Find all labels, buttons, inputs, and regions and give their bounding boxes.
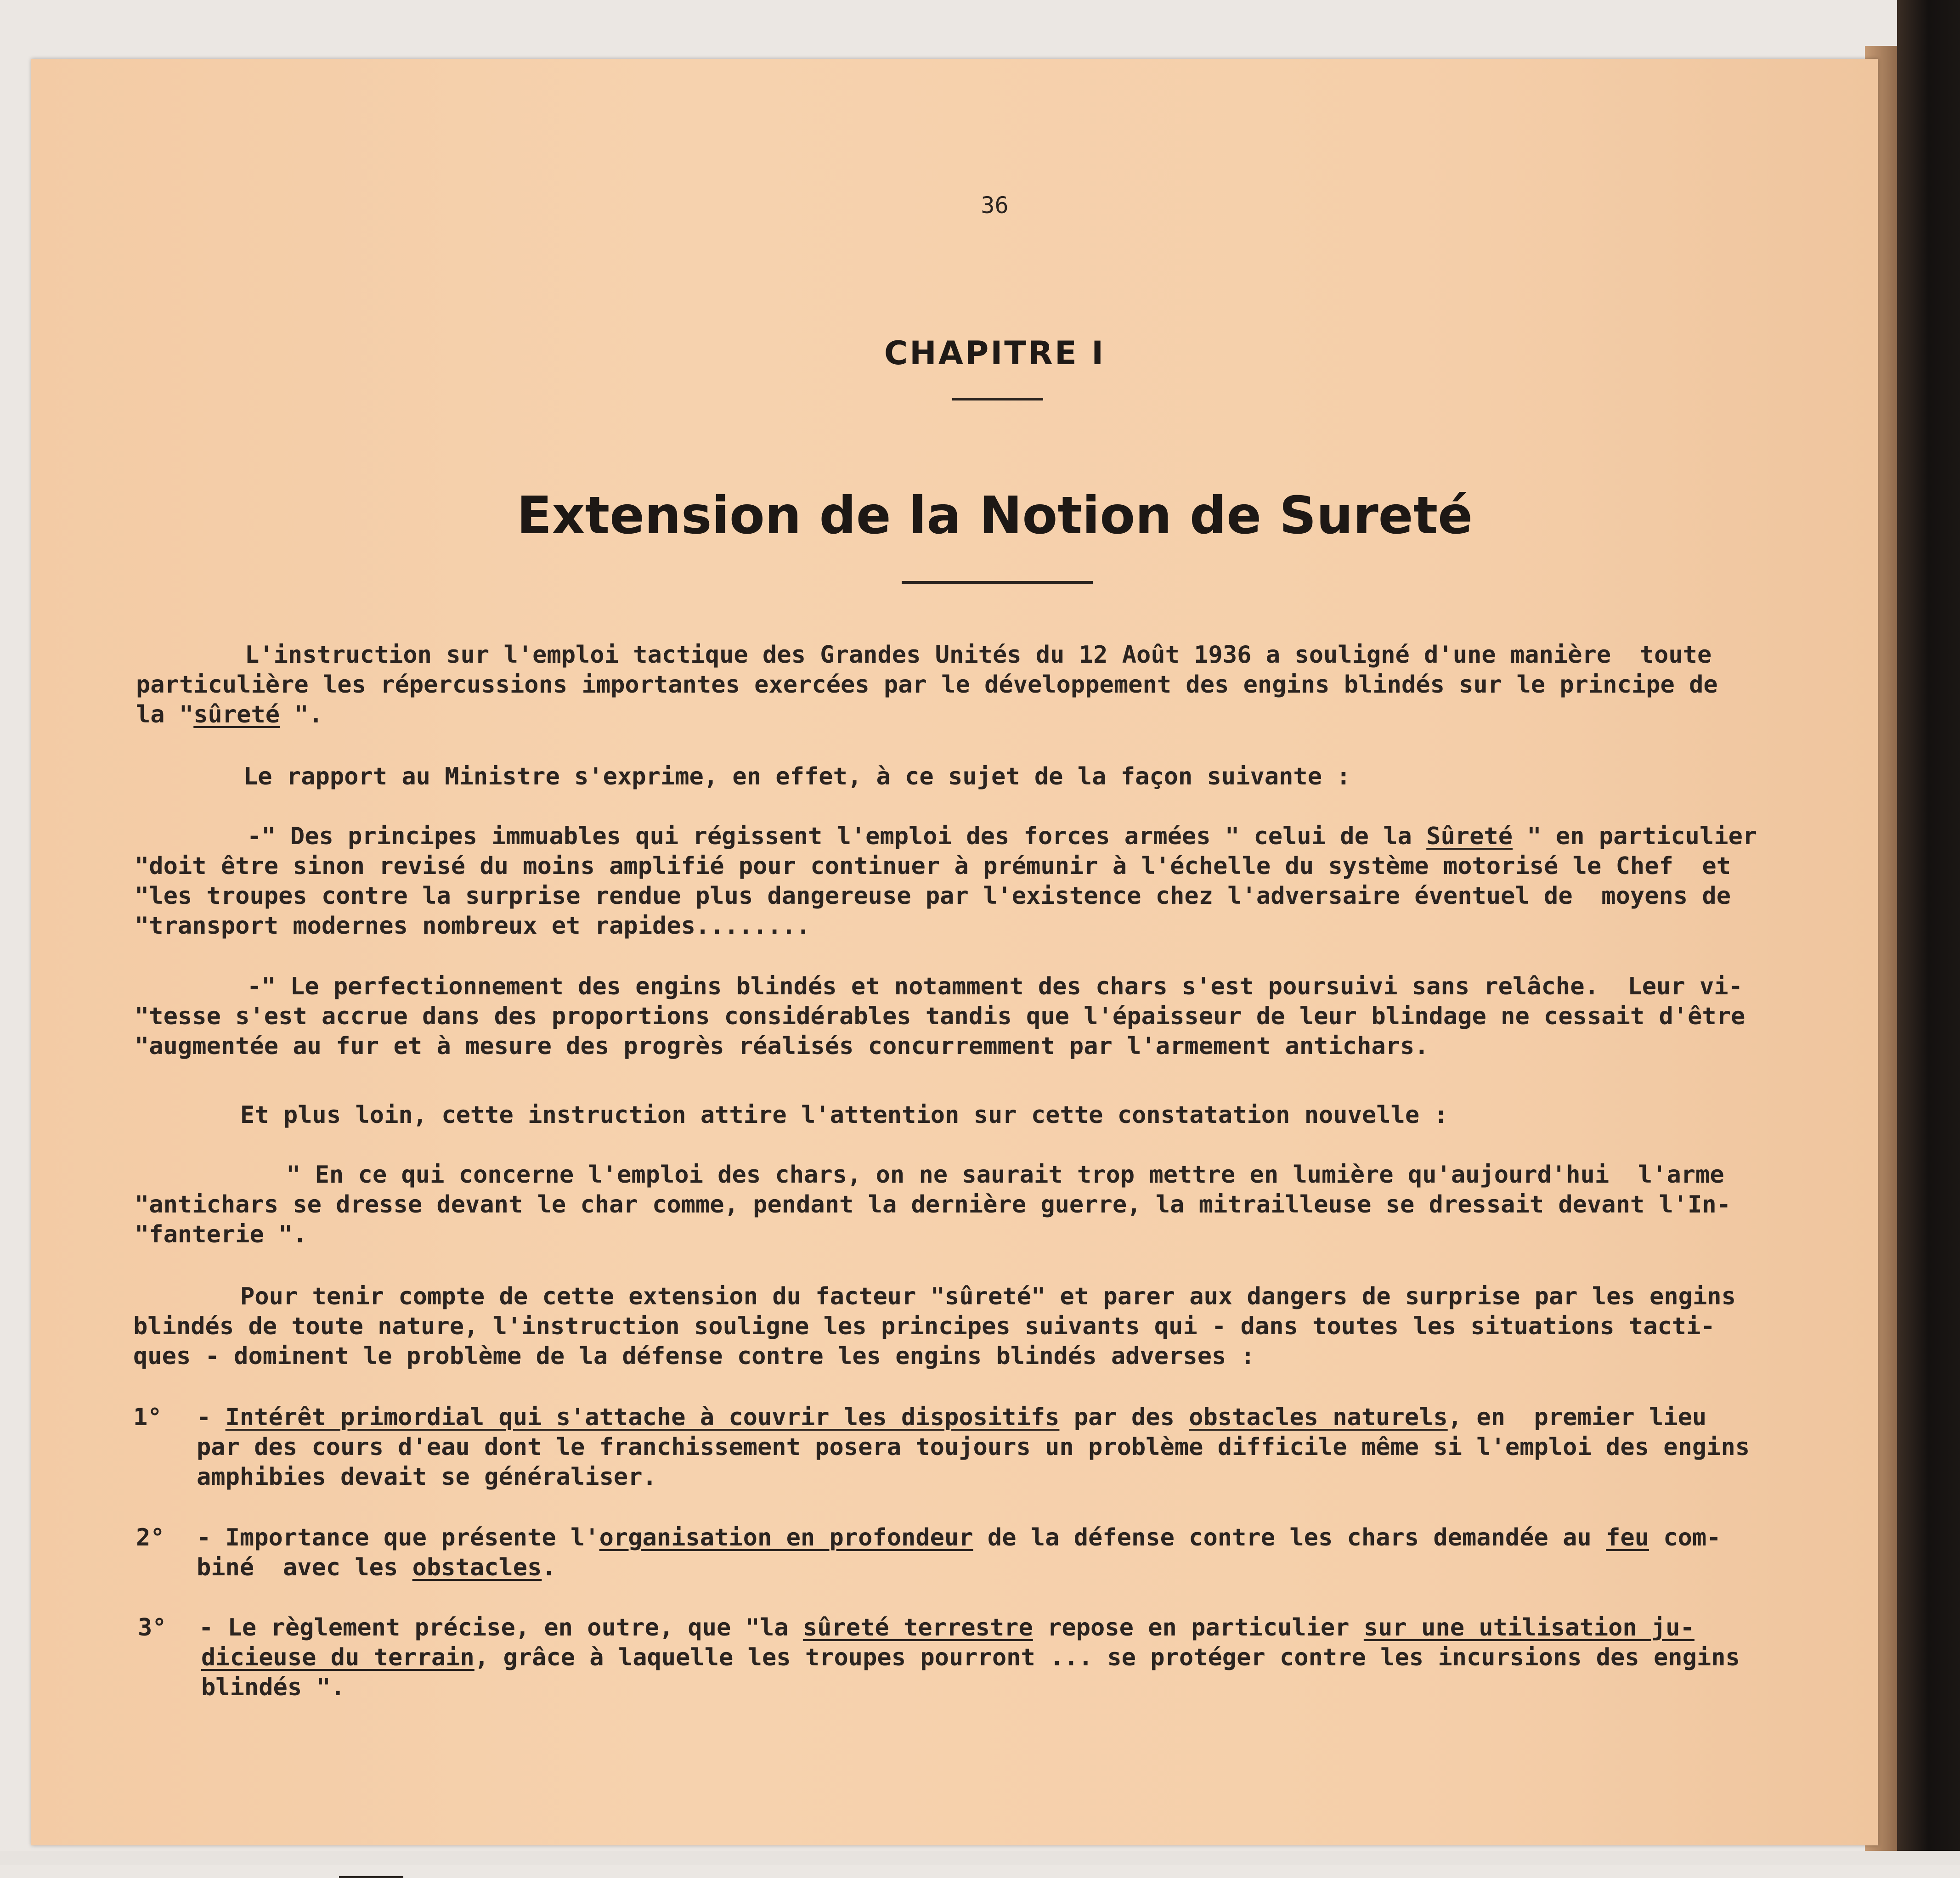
chapter-rule bbox=[952, 398, 1043, 400]
item-3-line-3: blindés ". bbox=[201, 1674, 345, 1701]
title-rule bbox=[902, 581, 1093, 584]
q3-line-3: "fanterie ". bbox=[135, 1221, 307, 1248]
bottom-margin bbox=[0, 1851, 1960, 1865]
p4-line-3: ques - dominent le problème de la défense contre les engins blindés adverses : bbox=[133, 1342, 1255, 1370]
item-2-line-2: biné avec les obstacles. bbox=[197, 1554, 556, 1581]
item-3-line-2: dicieuse du terrain, grâce à laquelle les troupes pourront ... se protéger contre les incursions des engins bbox=[201, 1644, 1740, 1671]
page-number: 36 bbox=[981, 192, 1009, 219]
p3-line: Et plus loin, cette instruction attire l'attention sur cette constatation nouvelle : bbox=[240, 1101, 1448, 1129]
q1-line-2: "doit être sinon revisé du moins amplifié pour continuer à prémunir à l'échelle du système motorisé le Chef et bbox=[135, 852, 1731, 880]
q2-line-3: "augmentée au fur et à mesure des progrès réalisés concurremment par l'armement antichars. bbox=[135, 1032, 1429, 1060]
p1-line-3: la "sûreté ". bbox=[136, 701, 323, 728]
document-page bbox=[31, 59, 1878, 1845]
q1-line-4: "transport modernes nombreux et rapides........ bbox=[135, 912, 811, 940]
footnote-rule bbox=[339, 1876, 403, 1878]
item-2-line-1: - Importance que présente l'organisation en profondeur de la défense contre les chars demandée au feu com- bbox=[197, 1524, 1721, 1551]
item-3-line-1: - Le règlement précise, en outre, que "la sûreté terrestre repose en particulier sur une utilisation ju- bbox=[199, 1614, 1695, 1641]
q3-line-1: " En ce qui concerne l'emploi des chars, on ne saurait trop mettre en lumière qu'aujourd'hui l'arme bbox=[286, 1161, 1724, 1189]
q1-line-1: -" Des principes immuables qui régissent l'emploi des forces armées " celui de la Sûreté " en particulier bbox=[247, 823, 1757, 850]
item-1-line-3: amphibies devait se généraliser. bbox=[197, 1463, 657, 1491]
chapter-heading: CHAPITRE I bbox=[884, 334, 1106, 372]
item-2-marker: 2° bbox=[136, 1524, 165, 1551]
q1-line-3: "les troupes contre la surprise rendue plus dangereuse par l'existence chez l'adversaire éventuel de moyens de bbox=[135, 882, 1731, 910]
q3-line-2: "antichars se dresse devant le char comme, pendant la dernière guerre, la mitrailleuse se dressait devant l'In- bbox=[135, 1191, 1731, 1218]
underline-surete: sûreté bbox=[193, 701, 280, 728]
q2-line-1: -" Le perfectionnement des engins blindés et notamment des chars s'est poursuivi sans relâche. Leur vi- bbox=[247, 973, 1743, 1000]
p1-line-1: L'instruction sur l'emploi tactique des Grandes Unités du 12 Août 1936 a souligné d'une manière toute bbox=[245, 641, 1712, 669]
page-title: Extension de la Notion de Sureté bbox=[516, 486, 1473, 546]
q2-line-2: "tesse s'est accrue dans des proportions considérables tandis que l'épaisseur de leur blindage ne cessait d'être bbox=[135, 1003, 1745, 1030]
binding-edge bbox=[1897, 0, 1960, 1865]
p2-line: Le rapport au Ministre s'exprime, en effet, à ce sujet de la façon suivante : bbox=[243, 763, 1351, 790]
p4-line-1: Pour tenir compte de cette extension du facteur "sûreté" et parer aux dangers de surprise par les engins bbox=[240, 1283, 1736, 1310]
p4-line-2: blindés de toute nature, l'instruction souligne les principes suivants qui - dans toutes les situations tacti- bbox=[133, 1313, 1715, 1340]
item-3-marker: 3° bbox=[138, 1614, 167, 1641]
item-1-marker: 1° bbox=[133, 1404, 162, 1431]
p1-line-2: particulière les répercussions importantes exercées par le développement des engins blindés sur le principe de bbox=[136, 671, 1718, 699]
item-1-line-1: - Intérêt primordial qui s'attache à couvrir les dispositifs par des obstacles naturels, en premier lieu bbox=[197, 1404, 1707, 1431]
item-1-line-2: par des cours d'eau dont le franchissement posera toujours un problème difficile même si l'emploi des engins bbox=[197, 1433, 1750, 1461]
underline-surete-2: Sûreté bbox=[1426, 823, 1513, 850]
